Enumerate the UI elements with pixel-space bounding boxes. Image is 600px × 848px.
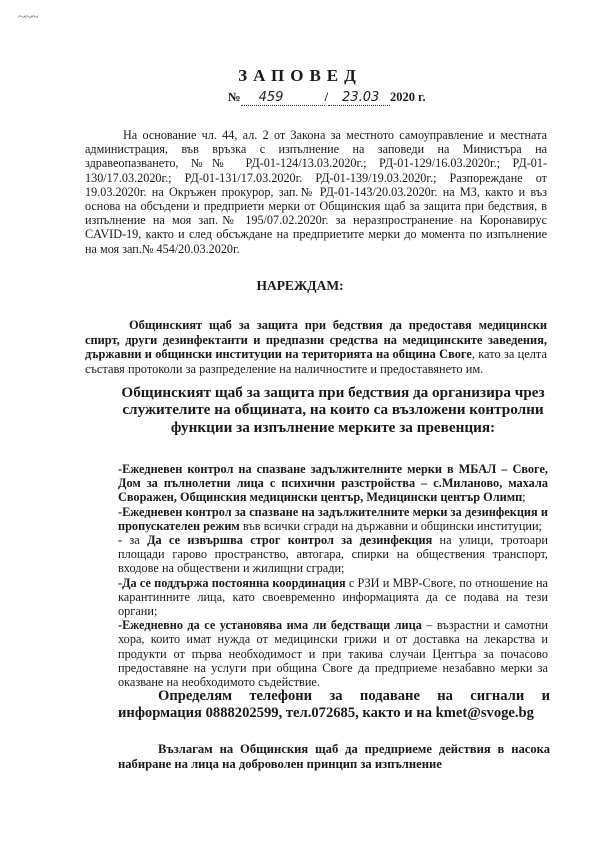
measure-item-coordination	[118, 576, 548, 619]
order-year: 2020 г.	[390, 90, 426, 104]
measure-bold: Да се извършва строг контрол за дезинфекция	[147, 533, 433, 548]
measure-item-disinfection-control	[118, 505, 548, 533]
handwritten-order-date: 23.03	[328, 90, 390, 106]
measure-bold: -Да се поддържа постоянна координация	[118, 575, 346, 590]
assign-volunteers-paragraph: Възлагам на Общинския щаб да предприеме действия в насока набиране на лица на доброволен принцип за изпълнение	[118, 742, 550, 771]
preamble-paragraph: На основание чл. 44, ал. 2 от Закона за местното самоуправление и местната администрация, във връзка с изпълнение на заповеди на Министъра на здравеопазването, №№ РД-01-124/13.03.2020г.; РД-01-129/16.03.2020г.; РД-01-130/17.03.2020г.; РД-01-131/17.03.2020г. РД-01-139/19.03.2020г.; Разпореждане от 19.03.2020г. на Окръжен прокурор, зап.№ РД-01-143/20.03.2020г. на МЗ, както и въз основа на обсъдени и предприети мерки от Общинския щаб за защита при бедствия, в изпълнение на моя зап.№ 195/07.02.2020г. за неразпространение на Коронавирус CAVID-19, както и след обсъждане на предприетите мерки до момента по изпълнение на моя зап.№ 454/20.03.2020г.	[85, 128, 547, 256]
scan-artifact-mark: ~~~	[18, 10, 38, 25]
measure-bold: -Ежедневен контрол на спазване задължителните мерки в МБАЛ – Своге, Дом за пълнолетни лица с психични разстройства – с.Миланово, махала Своражен, Общинския медицински център, Медицински център Олимп	[118, 462, 548, 505]
measures-list	[118, 462, 548, 689]
measure-bold-prefix: -	[118, 533, 130, 548]
measure-item-hospital-control	[118, 462, 548, 505]
measure-item-persons-in-need	[118, 618, 548, 689]
phones-paragraph: Определям телефони за подаване на сигнали и информация 0888202599, тел.072685, както и на kmet@svoge.bg	[118, 688, 550, 721]
handwritten-order-number: 459	[241, 90, 325, 106]
organize-paragraph: Общинският щаб за защита при бедствия да организира чрез служителите на общината, на които са възложени контролни функции за изпълнение мерките за превенция:	[121, 384, 545, 436]
measure-text-prefix: за	[129, 533, 148, 548]
measure-bold: -Ежедневно да се установява има ли бедстващи лица	[118, 618, 422, 633]
measure-text: с РЗИ и МВР-Своге, по отношение на карантинните лица, като своевременно информацията да се подава на тези органи;	[118, 575, 548, 619]
measure-bold: -Ежедневен контрол за спазване на задължителните мерки за дезинфекция и пропускателен режим	[118, 504, 548, 533]
number-separator: /	[324, 90, 329, 104]
measure-item-street-disinfection	[118, 533, 548, 576]
measure-text: ;	[522, 490, 526, 505]
measure-text: във всички сгради на държавни и общински институции;	[239, 518, 542, 533]
order-heading: НАРЕЖДАМ:	[256, 278, 344, 293]
measure-text: на улици, тротоари площади гарово пространство, автогара, спирки на обществения транспорт, входове на обществени и жилищни сгради;	[118, 533, 548, 576]
order-number-line	[228, 90, 426, 106]
measure-text: – възрастни и самотни хора, които имат нужда от медицински грижи и от доставка на лекарства и продукти от първа необходимост и при такива случаи Центъра за почасово предоставяне на услуги при община Своге да предприеме незабавно мерки за оказване на необходимото съдействие.	[118, 618, 549, 690]
supply-paragraph-rest: , като за целта съставя протоколи за разпределение на наличностите и предоставянето им.	[85, 347, 547, 376]
number-prefix: №	[228, 90, 241, 104]
supply-paragraph-bold: Общинският щаб за защита при бедствия да предоставя медицински спирт, други дезинфектанти и предпазни средства на медицинските заведения, държавни и общински институции на територията на община Своге	[85, 318, 547, 362]
document-title: ЗАПОВЕД	[238, 66, 362, 85]
supply-paragraph	[85, 318, 547, 376]
